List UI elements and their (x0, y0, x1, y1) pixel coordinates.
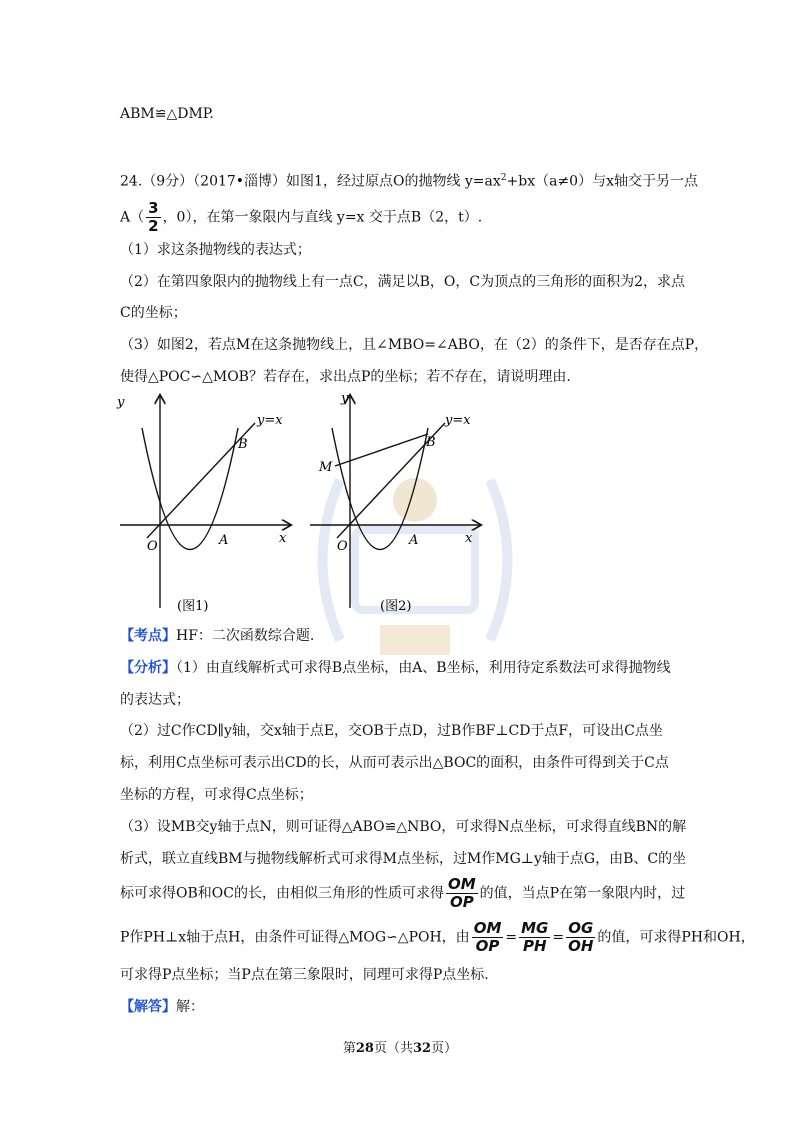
fraction-denominator: OP (449, 893, 474, 911)
segment-mb (335, 434, 428, 466)
analysis-line (120, 876, 685, 911)
fraction-denominator: PH (522, 937, 547, 955)
analysis-line: 可求得P点坐标；当P点在第三象限时，同理可求得P点坐标. (120, 967, 489, 983)
equals-sign: = (552, 929, 565, 946)
line-label: y=x (257, 413, 283, 428)
question-line (120, 200, 482, 235)
fraction (146, 200, 160, 235)
question-text: +bx（a≠0）与x轴交于另一点 (506, 173, 698, 190)
x-axis-label: x (279, 531, 287, 546)
analysis-line: 析式，联立直线BM与抛物线解析式可求得M点坐标，过M作MG⊥y轴于点G，由B、C的坐 (120, 851, 687, 867)
footer-text: 页） (431, 1041, 458, 1056)
text-line: ABM≌△DMP. (120, 106, 214, 122)
analysis-line: （3）设MB交y轴于点N，则可证得△ABO≌△NBO，可求得N点坐标，可求得直线BN的解 (120, 819, 687, 835)
fraction-og-oh (566, 920, 595, 955)
analysis-line: 的表达式； (120, 692, 190, 708)
analysis-text: P作PH⊥x轴于点H，由条件可证得△MOG∽△POH，由 (120, 929, 470, 946)
jieda-line (120, 997, 204, 1017)
question-header (120, 168, 698, 192)
fraction-om-op (472, 920, 504, 955)
figure-caption: (图1) (177, 599, 209, 614)
figure-caption: (图2) (380, 599, 412, 614)
kaodian-line (120, 626, 314, 646)
fraction-numerator: OM (447, 875, 476, 893)
parabola (142, 428, 238, 550)
parabola (332, 428, 428, 550)
question-text: A（ (120, 209, 145, 226)
origin-label: O (337, 539, 348, 554)
subquestion-2: （2）在第四象限内的抛物线上有一点C，满足以B，O，C为顶点的三角形的面积为2，求点 (120, 274, 686, 290)
subquestion-1: （1）求这条抛物线的表达式； (120, 242, 311, 258)
line-label: y=x (445, 413, 471, 428)
kaodian-tag: 【考点】 (120, 628, 176, 644)
analysis-line: 坐标的方程，可求得C点坐标； (120, 787, 313, 803)
footer-text: 第 (342, 1041, 356, 1056)
point-b-label: B (426, 435, 436, 450)
footer-text: 页（共 (373, 1041, 413, 1056)
analysis-line: （2）过C作CD∥y轴，交x轴于点E，交OB于点D，过B作BF⊥CD于点F，可设出C点坐 (120, 723, 663, 739)
fraction-om-op (446, 876, 478, 911)
subquestion-3: （3）如图2，若点M在这条抛物线上，且∠MBO=∠ABO，在（2）的条件下，是否存在点P， (120, 337, 709, 353)
fenxi-tag: 【分析】 (120, 660, 176, 676)
analysis-text: 的值，当点P在第一象限内时，过 (479, 885, 686, 902)
page-total: 32 (413, 1041, 432, 1056)
fraction-denominator: OP (475, 937, 500, 955)
fraction-numerator: OG (566, 920, 595, 938)
fraction-mg-ph (519, 920, 550, 955)
question-text: 24.（9分）（2017•淄博）如图1，经过原点O的抛物线 y=ax (120, 173, 501, 190)
equals-sign: = (505, 929, 518, 946)
analysis-text: （1）由直线解析式可求得B点坐标，由A、B坐标，利用待定系数法可求得抛物线 (176, 660, 671, 676)
text-line: 使得△POC∽△MOB？若存在，求出点P的坐标；若不存在，请说明理由. (120, 369, 571, 385)
page-number: 28 (355, 1041, 374, 1056)
origin-label: O (147, 539, 158, 554)
analysis-line: 标，利用C点坐标可表示出CD的长，从而可表示出△BOC的面积，由条件可得到关于C点 (120, 755, 669, 771)
jieda-text: 解： (176, 999, 204, 1015)
fenxi-line (120, 658, 671, 678)
analysis-text: 的值，可求得PH和OH， (597, 929, 755, 946)
fraction-numerator: 3 (148, 199, 159, 217)
point-b-label: B (238, 437, 248, 452)
question-text: ，0），在第一象限内与直线 y=x 交于点B（2，t）. (162, 209, 483, 226)
point-a-label: A (219, 533, 229, 548)
text-line: C的坐标； (120, 305, 187, 321)
x-axis-label: x (465, 531, 473, 546)
analysis-line (120, 920, 755, 955)
page-footer (0, 1037, 800, 1056)
fraction-numerator: OM (473, 919, 502, 937)
fraction-numerator: MG (521, 919, 549, 937)
point-a-label: A (409, 533, 419, 548)
kaodian-text: HF：二次函数综合题. (176, 628, 315, 644)
fraction-denominator: 2 (148, 217, 159, 235)
jieda-tag: 【解答】 (120, 999, 176, 1015)
analysis-text: 标可求得OB和OC的长，由相似三角形的性质可求得 (120, 885, 444, 902)
figure-1 (115, 388, 305, 622)
superscript: 2 (500, 173, 507, 183)
point-m-label: M (319, 460, 333, 475)
figure-2 (305, 388, 505, 622)
fraction-denominator: OH (568, 937, 594, 955)
y-axis-label: y (117, 395, 125, 410)
y-axis-label: y (341, 391, 349, 406)
